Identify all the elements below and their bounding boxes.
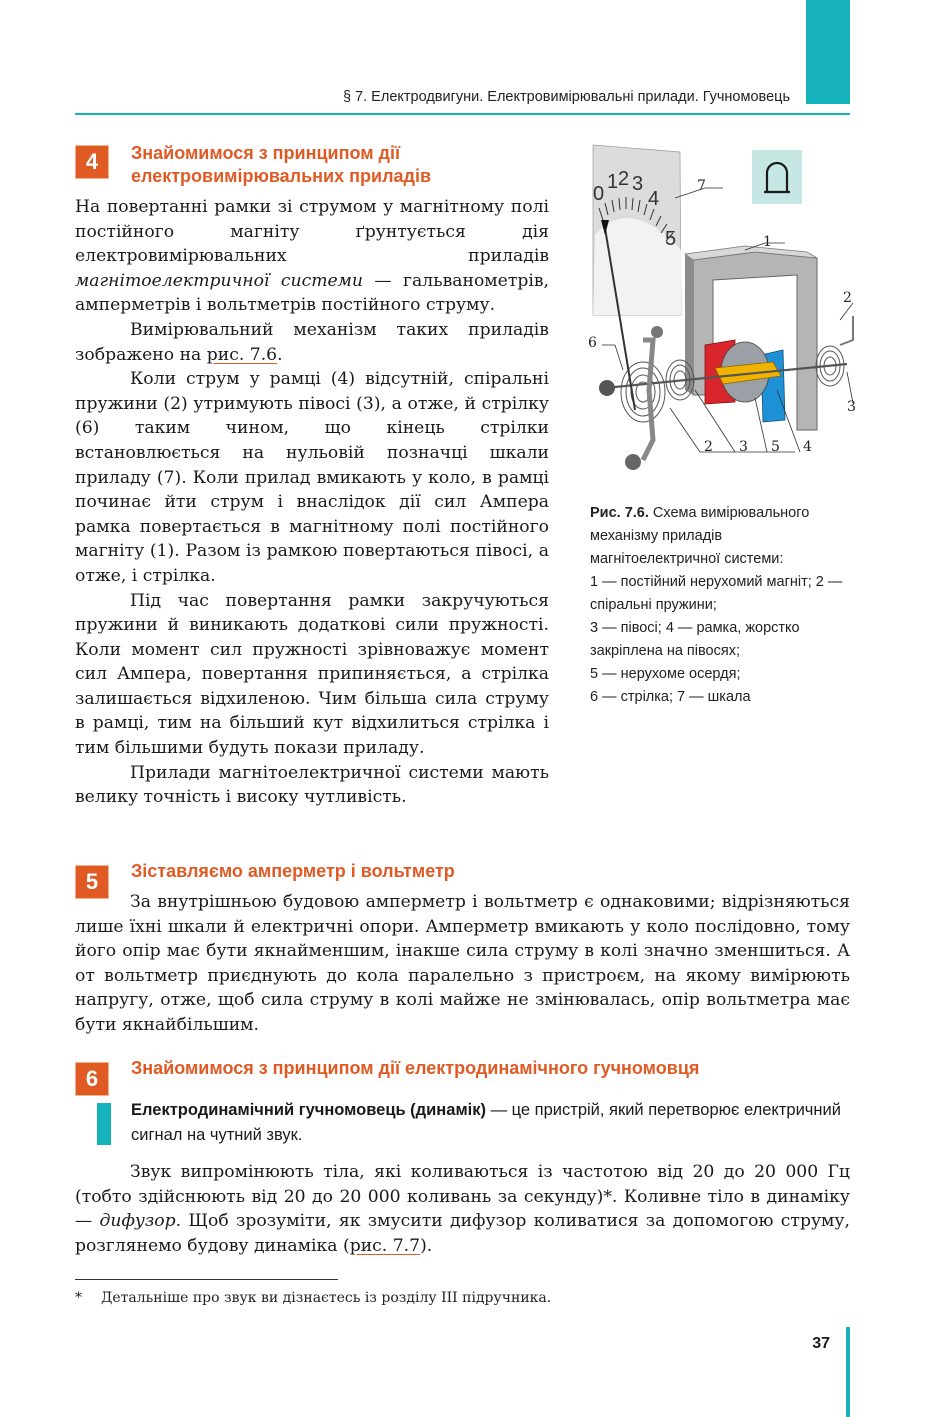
caption-title: Рис. 7.6. [590, 505, 649, 521]
caption-legend-1: 1 — постійний нерухомий магніт; 2 — спіральні пружини; [590, 574, 843, 613]
label-4: 4 [803, 439, 812, 455]
caption-legend-3: 5 — нерухоме осердя; [590, 666, 741, 682]
label-2: 2 [704, 439, 713, 455]
paragraph-text: На повертанні рамки зі струмом у магнітному полі постійного магніту ґрунтується дія електровимірювальних приладів [75, 197, 549, 267]
section-4-number: 4 [75, 145, 109, 179]
paragraph-text: Звук випромінюють тіла, які коливаються із частотою від 20 до 20 000 Гц (тобто здійснюють від 20 до 20 000 коливань за секунду)*. Коливне тіло в динаміку — [75, 1162, 850, 1232]
caption-legend-4: 6 — стрілка; 7 — шкала [590, 689, 751, 705]
paragraph-text: ). [420, 1235, 433, 1256]
section-5-body [75, 890, 850, 1038]
label-3: 3 [739, 439, 748, 455]
paragraph-text: . [277, 344, 283, 365]
footnote-marker: * [75, 1290, 82, 1306]
label-5: 5 [771, 439, 780, 455]
label-7: 7 [697, 178, 706, 194]
caption-text: Схема вимірювального механізму приладів магнітоелектричної системи: [590, 505, 810, 567]
figure-reference-link[interactable]: рис. 7.6 [206, 344, 278, 365]
scale-digit: 2 [618, 168, 630, 190]
right-bracket [840, 316, 853, 345]
label-3-right: 3 [847, 399, 856, 415]
paragraph-text: — гальванометрів, амперметрів і вольтметрів постійного струму. [75, 270, 549, 316]
left-bracket [643, 340, 653, 460]
instrument-diagram [585, 140, 855, 480]
scale-digit: 3 [632, 173, 644, 195]
footnote [75, 1290, 551, 1306]
definition-block [131, 1098, 851, 1148]
scale-digit: 0 [593, 183, 605, 205]
figure-caption [590, 502, 855, 709]
running-title: § 7. Електродвигуни. Електровимірювальні прилади. Гучномовець [342, 89, 790, 105]
section-4-paragraph-5: Прилади магнітоелектричної системи мають велику точність і високу чутливість. [75, 762, 549, 808]
scale-digit: 5 [665, 228, 677, 250]
scale-digit: 4 [648, 188, 660, 210]
label-6: 6 [588, 335, 597, 351]
scale-digit: 1 [607, 171, 619, 193]
section-4-title-line1: Знайомимося з принципом дії [131, 143, 401, 163]
term-emphasis: магнітоелектричної системи [75, 270, 363, 291]
section-6-paragraph-1 [75, 1160, 850, 1258]
section-4-paragraph-1 [75, 195, 549, 318]
definition-text: — це пристрій, який перетворює електричний сигнал на чутний звук. [131, 1101, 841, 1144]
section-6-number: 6 [75, 1062, 109, 1096]
footnote-rule [75, 1279, 338, 1280]
header-accent-block [806, 0, 850, 104]
header-rule [75, 113, 850, 115]
page-accent-bar [846, 1327, 850, 1417]
section-4-paragraph-2 [75, 318, 549, 367]
figure-reference-link[interactable]: рис. 7.7 [349, 1235, 421, 1256]
page-number: 37 [812, 1335, 830, 1352]
section-4-title [131, 142, 431, 188]
definition-term: Електродинамічний гучномовець (динамік) [131, 1101, 486, 1119]
caption-legend-2: 3 — півосі; 4 — рамка, жорстко закріплена на півосях; [590, 620, 800, 659]
counterweight [599, 380, 615, 396]
section-5-title: Зіставляємо амперметр і вольтметр [131, 861, 455, 881]
paragraph-text: Вимірювальний механізм таких приладів зображено на [75, 319, 549, 365]
label-2-right: 2 [843, 290, 852, 306]
footnote-text: Детальніше про звук ви дізнаєтесь із розділу III підручника. [101, 1290, 552, 1306]
section-4-paragraph-4: Під час повертання рамки закручуються пружини й виникають додаткові сили пружності. Коли момент сил пружності зрівноважує момент сил Ампера, повертання припиняється, а стрілка залишається відхиленою. Чим більша сила струму в рамці, тим на більший кут відхилиться стрілка і тим більшими будуть покази приладу. [75, 590, 549, 759]
label-1: 1 [763, 234, 772, 250]
definition-accent-bar [97, 1103, 111, 1145]
section-6-title: Знайомимося з принципом дії електродинамічного гучномовця [131, 1058, 700, 1078]
section-4-paragraph-3: Коли струм у рамці (4) відсутній, спіральні пружини (2) утримують півосі (3), а отже, й стрілку (6) таким чином, що кінець стрілки встановлюється на нульовій позначці шкали приладу (7). Коли прилад вмикають у коло, в рамці починає йти струм і внаслідок дії сил Ампера рамка повертається в магнітному полі постійного магніту (1). Разом із рамкою повертаються півосі, а отже, і стрілка. [75, 369, 549, 586]
top-screw [651, 326, 663, 338]
section-6-body [75, 1160, 850, 1258]
section-5-paragraph-1: За внутрішньою будовою амперметр і вольтметр є однаковими; відрізняються лише їхні шкали й електричні опори. Амперметр вмикають у коло послідовно, тому його опір має бути якнайменшим, інакше сила струму в колі значно зменшиться. А от вольтметр приєднують до кола паралельно з пристроєм, на якому вимірюють напругу, отже, щоб сила струму в колі майже не змінювалась, опір вольтметра має бути якнайбільшим. [75, 892, 850, 1035]
section-4-title-line2: електровимірювальних приладів [131, 166, 432, 186]
section-4-body [75, 195, 549, 810]
caption-title-line [590, 502, 855, 571]
section-5-number: 5 [75, 865, 109, 899]
bottom-screw [625, 454, 641, 470]
paragraph-text: Щоб зрозуміти, як змусити дифузор коливатися за допомогою струму, розглянемо будову динаміка ( [75, 1211, 851, 1256]
term-emphasis: дифузор. [99, 1211, 182, 1232]
